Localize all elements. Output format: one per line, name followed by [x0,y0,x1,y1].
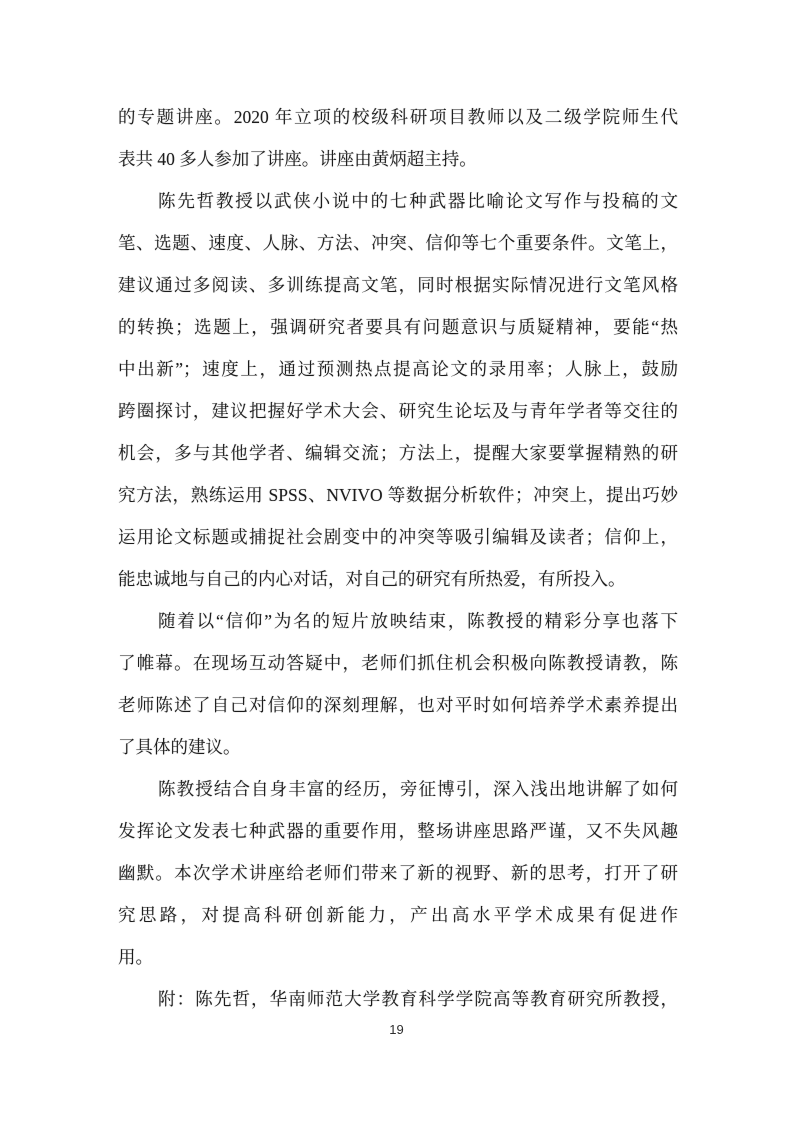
text-line: 老师陈述了自己对信仰的深刻理解，也对平时如何培养学术素养提出 [118,695,678,715]
text-line: 陈教授结合自身丰富的经历，旁征博引，深入浅出地讲解了如何 [158,779,678,799]
text-line: 的转换；选题上，强调研究者要具有问题意识与质疑精神，要能“热 [118,317,678,337]
text-line: 发挥论文发表七种武器的重要作用，整场讲座思路严谨，又不失风趣 [118,821,678,841]
text-line: 中出新”；速度上，通过预测热点提高论文的录用率；人脉上，鼓励 [118,359,678,379]
document-body [118,96,678,1020]
text-line: 附：陈先哲，华南师范大学教育科学学院高等教育研究所教授， [158,989,678,1009]
text-line: 的专题讲座。2020 年立项的校级科研项目教师以及二级学院师生代 [118,107,678,127]
text-line: 表共 40 多人参加了讲座。讲座由黄炳超主持。 [118,149,477,169]
text-line: 幽默。本次学术讲座给老师们带来了新的视野、新的思考，打开了研 [118,863,678,883]
page-number: 19 [389,1022,404,1037]
text-line: 笔、选题、速度、人脉、方法、冲突、信仰等七个重要条件。文笔上， [118,233,678,253]
text-line: 究思路，对提高科研创新能力，产出高水平学术成果有促进作 [118,905,678,925]
text-line: 用。 [118,947,153,967]
text-line: 运用论文标题或捕捉社会剧变中的冲突等吸引编辑及读者；信仰上， [118,527,678,547]
text-line: 究方法，熟练运用 SPSS、NVIVO 等数据分析软件；冲突上，提出巧妙 [118,485,678,505]
text-line: 跨圈探讨，建议把握好学术大会、研究生论坛及与青年学者等交往的 [118,401,678,421]
text-line: 随着以“信仰”为名的短片放映结束，陈教授的精彩分享也落下 [158,611,678,631]
text-line: 了帷幕。在现场互动答疑中，老师们抓住机会积极向陈教授请教，陈 [118,653,678,673]
text-line: 了具体的建议。 [118,737,241,757]
text-line: 机会，多与其他学者、编辑交流；方法上，提醒大家要掌握精熟的研 [118,443,678,463]
text-line: 陈先哲教授以武侠小说中的七种武器比喻论文写作与投稿的文 [158,191,678,211]
text-line: 建议通过多阅读、多训练提高文笔，同时根据实际情况进行文笔风格 [118,275,678,295]
text-line: 能忠诚地与自己的内心对话，对自己的研究有所热爱，有所投入。 [118,569,626,589]
